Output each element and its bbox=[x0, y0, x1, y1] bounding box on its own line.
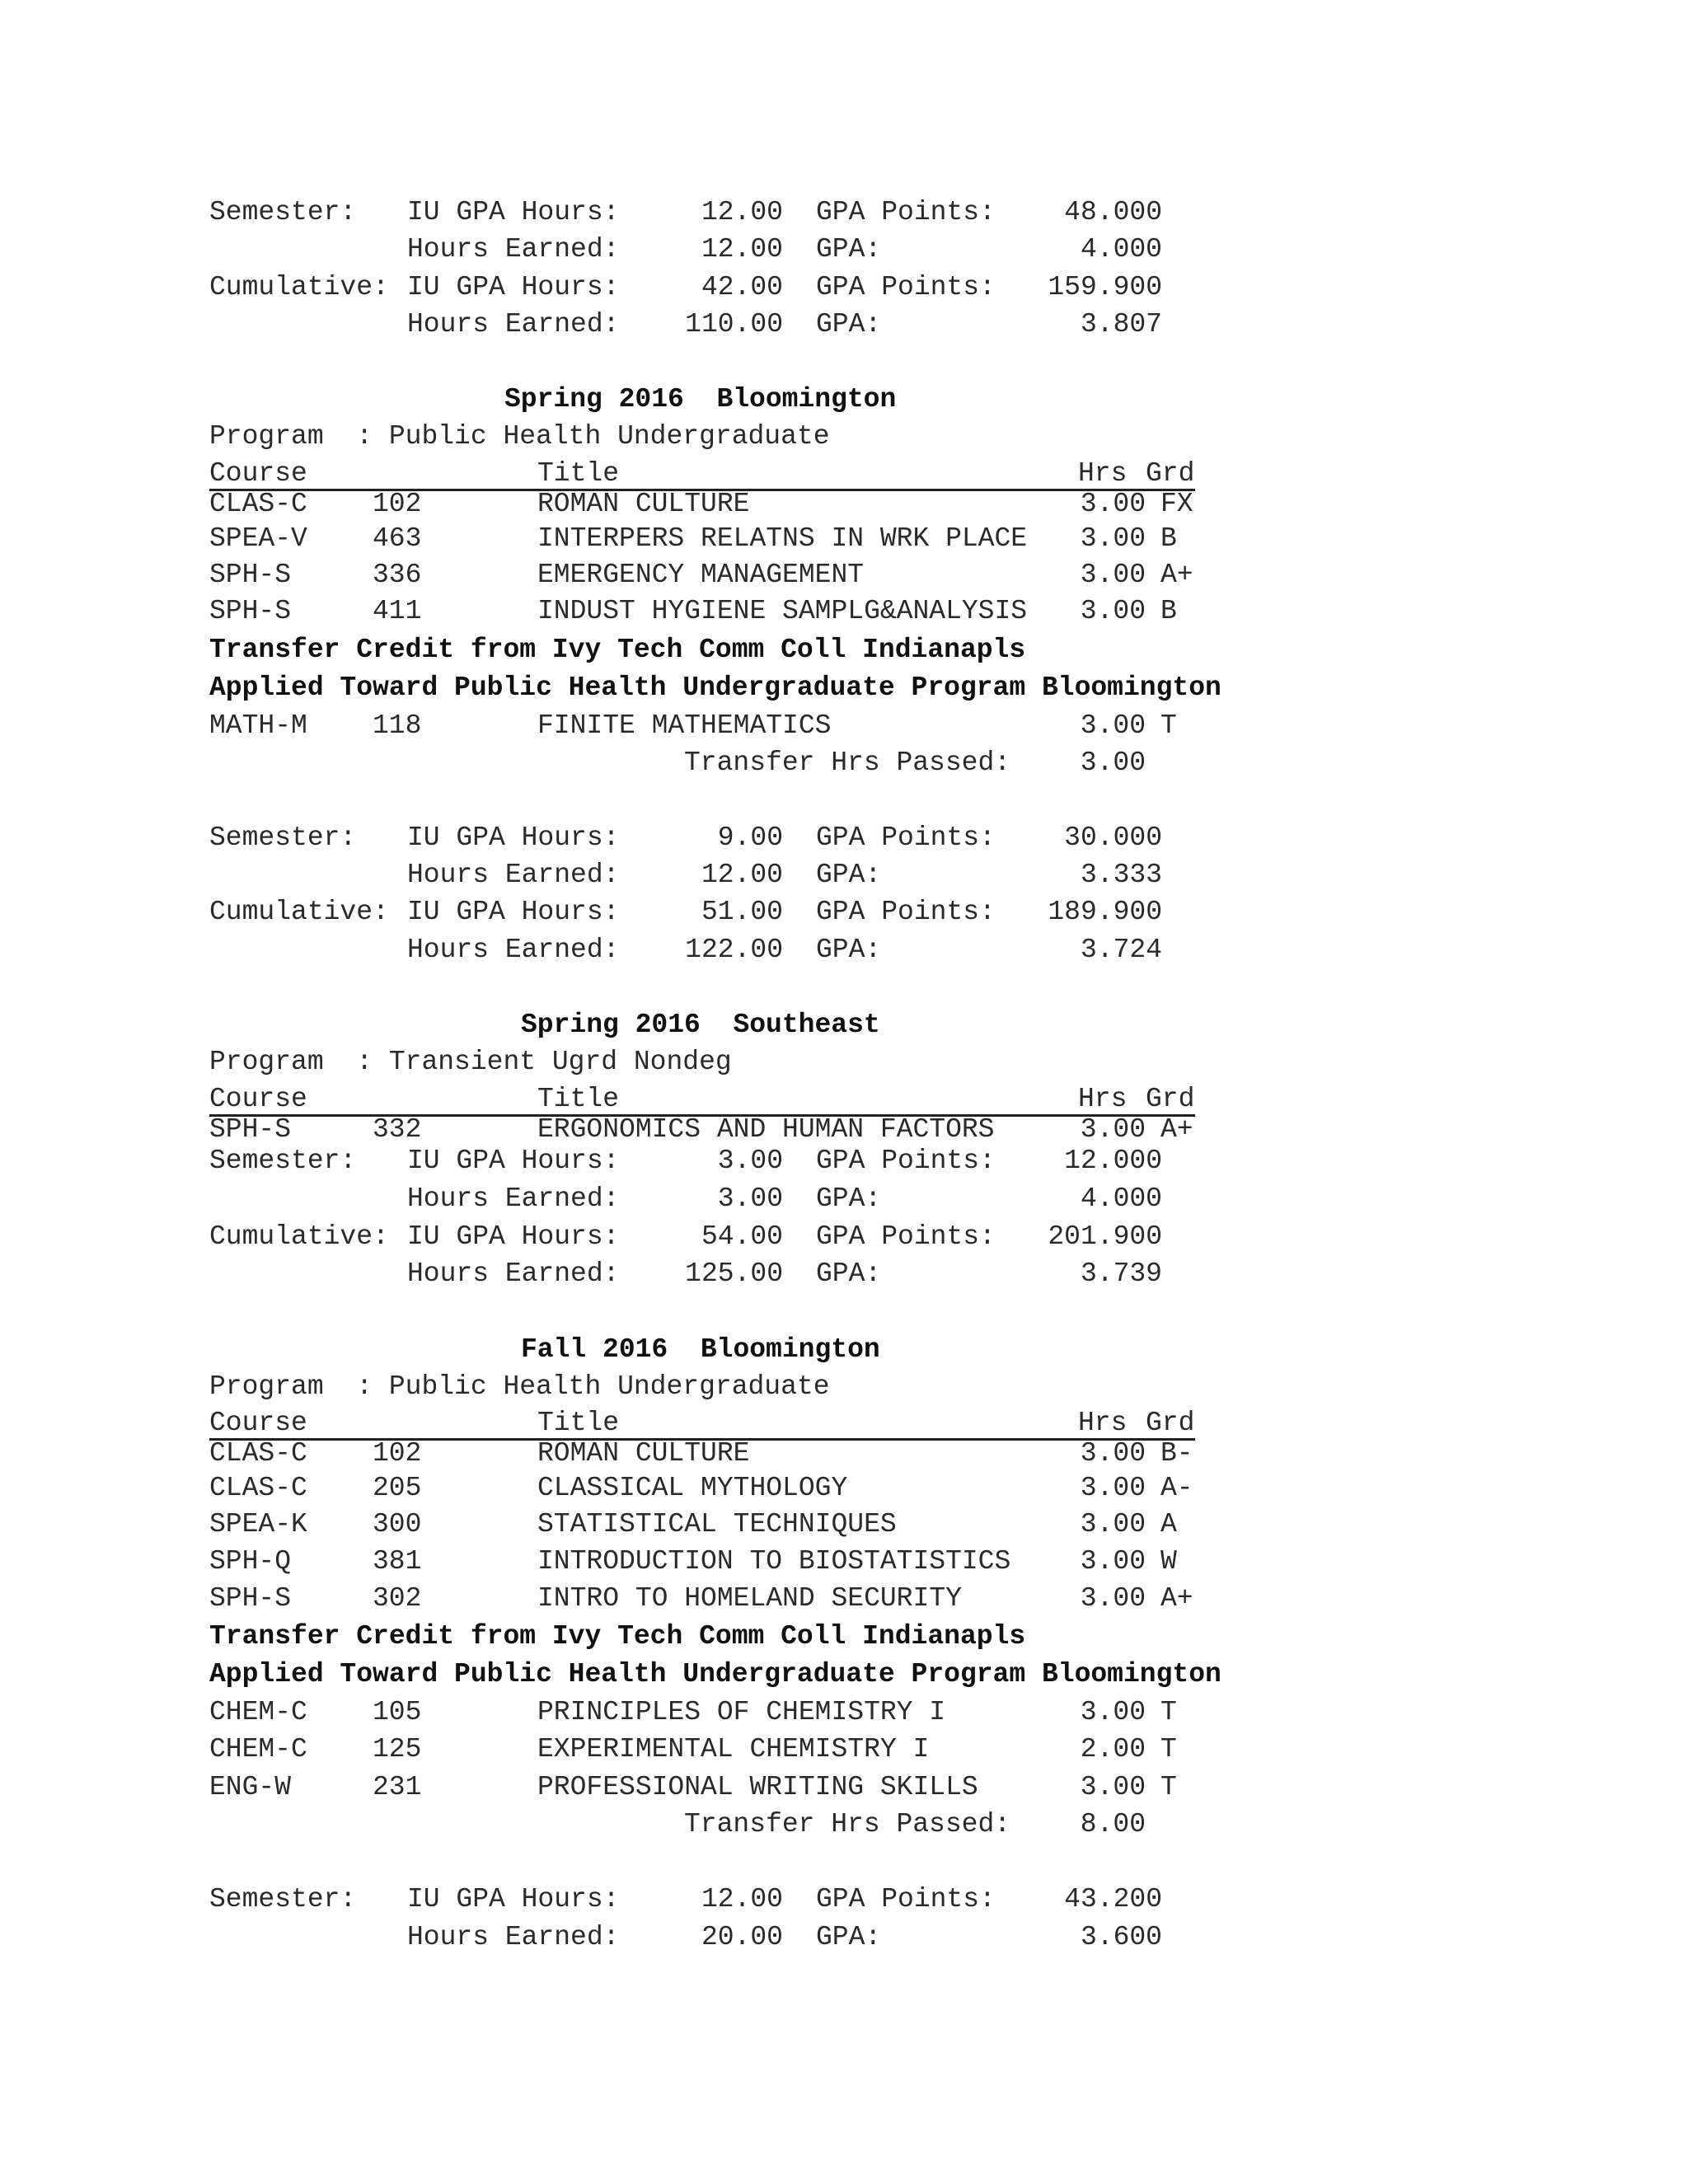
course-hrs: 3.00 bbox=[1080, 596, 1146, 626]
gpa-points-label: GPA Points: bbox=[816, 197, 996, 227]
transfer-applied-heading: Applied Toward Public Health Undergraduate Program Bloomington bbox=[209, 673, 1221, 703]
gpa-points-value: 12.000 bbox=[1064, 1146, 1162, 1176]
course-hrs: 3.00 bbox=[1080, 1546, 1146, 1577]
course-subject: CLAS-C bbox=[209, 1473, 307, 1503]
iu-gpa-hours-value: 54.00 bbox=[701, 1221, 783, 1252]
course-title: INDUST HYGIENE SAMPLG&ANALYSIS bbox=[537, 596, 1028, 626]
grd-col-header: Grd bbox=[1146, 1084, 1195, 1114]
iu-gpa-hours-value: 12.00 bbox=[701, 1884, 783, 1915]
semester-label: Semester: bbox=[209, 1884, 357, 1915]
course-number: 300 bbox=[373, 1509, 422, 1540]
transfer-hrs-passed-value: 3.00 bbox=[1080, 748, 1146, 778]
iu-gpa-hours-label: IU GPA Hours: bbox=[407, 197, 620, 227]
program-line: Program : Transient Ugrd Nondeg bbox=[209, 1047, 732, 1077]
gpa-label: GPA: bbox=[816, 309, 882, 340]
summary-row-semester bbox=[0, 820, 1319, 856]
gpa-points-label: GPA Points: bbox=[816, 1146, 996, 1176]
gpa-points-value: 30.000 bbox=[1064, 823, 1162, 853]
course-hrs: 3.00 bbox=[1080, 1509, 1146, 1540]
iu-gpa-hours-value: 9.00 bbox=[717, 823, 783, 853]
course-title: ROMAN CULTURE bbox=[537, 489, 750, 519]
course-hrs: 3.00 bbox=[1080, 523, 1146, 554]
semester-label: Semester: bbox=[209, 1146, 357, 1176]
course-row bbox=[0, 1581, 1319, 1617]
gpa-value: 3.333 bbox=[1080, 860, 1162, 890]
semester-label: Semester: bbox=[209, 823, 357, 853]
grd-col-header: Grd bbox=[1146, 458, 1195, 489]
hours-earned-label: Hours Earned: bbox=[407, 234, 620, 265]
course-col-header: Course bbox=[209, 1408, 307, 1438]
summary-row-hours bbox=[0, 857, 1319, 893]
gpa-label: GPA: bbox=[816, 234, 882, 265]
course-title: INTRODUCTION TO BIOSTATISTICS bbox=[537, 1546, 1011, 1577]
gpa-value: 3.724 bbox=[1080, 935, 1162, 965]
course-number: 102 bbox=[373, 489, 422, 519]
course-hrs: 2.00 bbox=[1080, 1734, 1146, 1765]
course-grade: A- bbox=[1160, 1473, 1193, 1503]
transfer-course-row bbox=[0, 1694, 1319, 1731]
course-hrs: 3.00 bbox=[1080, 1583, 1146, 1614]
transfer-hrs-passed-label: Transfer Hrs Passed: bbox=[684, 748, 1011, 778]
summary-row-hours bbox=[0, 232, 1319, 268]
term-heading: Spring 2016 Bloomington bbox=[504, 384, 897, 415]
cumulative-label: Cumulative: bbox=[209, 1221, 389, 1252]
course-grade: B- bbox=[1160, 1438, 1193, 1469]
course-title: INTERPERS RELATNS IN WRK PLACE bbox=[537, 523, 1028, 554]
course-number: 105 bbox=[373, 1697, 422, 1727]
semester-label: Semester: bbox=[209, 197, 357, 227]
transfer-hrs-passed-row bbox=[0, 1807, 1319, 1843]
gpa-value: 3.600 bbox=[1080, 1922, 1162, 1952]
iu-gpa-hours-value: 3.00 bbox=[717, 1146, 783, 1176]
course-subject: CLAS-C bbox=[209, 1438, 307, 1469]
course-row bbox=[0, 1470, 1319, 1507]
course-grade: A+ bbox=[1160, 1583, 1193, 1614]
course-title: CLASSICAL MYTHOLOGY bbox=[537, 1473, 848, 1503]
course-subject: SPEA-V bbox=[209, 523, 307, 554]
transfer-applied-heading: Applied Toward Public Health Undergraduate Program Bloomington bbox=[209, 1659, 1221, 1690]
transfer-course-row bbox=[0, 1769, 1319, 1806]
gpa-points-value: 43.200 bbox=[1064, 1884, 1162, 1915]
summary-row-hours bbox=[0, 1181, 1319, 1217]
hours-earned-label: Hours Earned: bbox=[407, 860, 620, 890]
course-grade: A+ bbox=[1160, 1114, 1193, 1145]
summary-row-semester bbox=[0, 1143, 1319, 1179]
program-line: Program : Public Health Undergraduate bbox=[209, 421, 830, 452]
title-col-header: Title bbox=[537, 1408, 620, 1438]
gpa-value: 4.000 bbox=[1080, 1183, 1162, 1214]
iu-gpa-hours-value: 51.00 bbox=[701, 897, 783, 927]
course-number: 231 bbox=[373, 1772, 422, 1802]
term-heading: Fall 2016 Bloomington bbox=[521, 1334, 880, 1365]
hours-earned-value: 3.00 bbox=[717, 1183, 783, 1214]
course-row bbox=[0, 1436, 1319, 1472]
iu-gpa-hours-value: 12.00 bbox=[701, 197, 783, 227]
hrs-col-header: Hrs bbox=[1078, 458, 1128, 489]
transfer-course-row bbox=[0, 1732, 1319, 1768]
iu-gpa-hours-label: IU GPA Hours: bbox=[407, 1221, 620, 1252]
course-hrs: 3.00 bbox=[1080, 1438, 1146, 1469]
transfer-hrs-passed-row bbox=[0, 745, 1319, 781]
gpa-points-label: GPA Points: bbox=[816, 897, 996, 927]
course-grade: T bbox=[1160, 1697, 1177, 1727]
title-col-header: Title bbox=[537, 1084, 620, 1114]
course-grade: T bbox=[1160, 1734, 1177, 1765]
course-number: 463 bbox=[373, 523, 422, 554]
course-row bbox=[0, 486, 1319, 523]
course-subject: CLAS-C bbox=[209, 489, 307, 519]
title-col-header: Title bbox=[537, 458, 620, 489]
course-title: EXPERIMENTAL CHEMISTRY I bbox=[537, 1734, 930, 1765]
course-col-header: Course bbox=[209, 458, 307, 489]
course-hrs: 3.00 bbox=[1080, 560, 1146, 590]
iu-gpa-hours-label: IU GPA Hours: bbox=[407, 1884, 620, 1915]
transfer-course-row bbox=[0, 708, 1319, 744]
course-subject: SPEA-K bbox=[209, 1509, 307, 1540]
course-subject: MATH-M bbox=[209, 710, 307, 741]
cumulative-label: Cumulative: bbox=[209, 272, 389, 302]
transfer-credit-heading: Transfer Credit from Ivy Tech Comm Coll Indianapls bbox=[209, 635, 1026, 665]
hours-earned-label: Hours Earned: bbox=[407, 1922, 620, 1952]
summary-row-semester bbox=[0, 1882, 1319, 1918]
gpa-points-label: GPA Points: bbox=[816, 823, 996, 853]
course-row bbox=[0, 1507, 1319, 1543]
gpa-label: GPA: bbox=[816, 1183, 882, 1214]
course-row bbox=[0, 593, 1319, 630]
course-number: 302 bbox=[373, 1583, 422, 1614]
course-col-header: Course bbox=[209, 1084, 307, 1114]
course-number: 381 bbox=[373, 1546, 422, 1577]
summary-row-hours bbox=[0, 932, 1319, 968]
course-subject: ENG-W bbox=[209, 1772, 292, 1802]
term-heading: Spring 2016 Southeast bbox=[521, 1010, 880, 1040]
course-title: INTRO TO HOMELAND SECURITY bbox=[537, 1583, 962, 1614]
iu-gpa-hours-label: IU GPA Hours: bbox=[407, 272, 620, 302]
summary-row-cumulative bbox=[0, 269, 1319, 306]
course-number: 118 bbox=[373, 710, 422, 741]
gpa-value: 4.000 bbox=[1080, 234, 1162, 265]
hours-earned-label: Hours Earned: bbox=[407, 1258, 620, 1289]
course-number: 102 bbox=[373, 1438, 422, 1469]
hours-earned-label: Hours Earned: bbox=[407, 309, 620, 340]
gpa-points-label: GPA Points: bbox=[816, 1884, 996, 1915]
grd-col-header: Grd bbox=[1146, 1408, 1195, 1438]
course-row bbox=[0, 521, 1319, 557]
gpa-label: GPA: bbox=[816, 1258, 882, 1289]
summary-row-cumulative bbox=[0, 894, 1319, 930]
cumulative-label: Cumulative: bbox=[209, 897, 389, 927]
iu-gpa-hours-label: IU GPA Hours: bbox=[407, 823, 620, 853]
course-subject: SPH-Q bbox=[209, 1546, 292, 1577]
gpa-points-value: 159.900 bbox=[1048, 272, 1162, 302]
gpa-label: GPA: bbox=[816, 935, 882, 965]
course-subject: SPH-S bbox=[209, 1583, 292, 1614]
gpa-points-label: GPA Points: bbox=[816, 1221, 996, 1252]
hours-earned-value: 122.00 bbox=[685, 935, 783, 965]
course-grade: B bbox=[1160, 596, 1177, 626]
gpa-value: 3.807 bbox=[1080, 309, 1162, 340]
hours-earned-value: 12.00 bbox=[701, 234, 783, 265]
course-number: 332 bbox=[373, 1114, 422, 1145]
gpa-points-value: 48.000 bbox=[1064, 197, 1162, 227]
course-hrs: 3.00 bbox=[1080, 489, 1146, 519]
summary-row-hours bbox=[0, 307, 1319, 343]
course-grade: A bbox=[1160, 1509, 1177, 1540]
course-number: 411 bbox=[373, 596, 422, 626]
iu-gpa-hours-value: 42.00 bbox=[701, 272, 783, 302]
hrs-col-header: Hrs bbox=[1078, 1408, 1128, 1438]
hours-earned-value: 125.00 bbox=[685, 1258, 783, 1289]
iu-gpa-hours-label: IU GPA Hours: bbox=[407, 897, 620, 927]
course-hrs: 3.00 bbox=[1080, 1697, 1146, 1727]
course-grade: B bbox=[1160, 523, 1177, 554]
course-subject: SPH-S bbox=[209, 596, 292, 626]
course-number: 125 bbox=[373, 1734, 422, 1765]
gpa-points-label: GPA Points: bbox=[816, 272, 996, 302]
course-subject: CHEM-C bbox=[209, 1734, 307, 1765]
course-title: PRINCIPLES OF CHEMISTRY I bbox=[537, 1697, 946, 1727]
summary-row-hours bbox=[0, 1256, 1319, 1292]
course-grade: T bbox=[1160, 710, 1177, 741]
hours-earned-value: 110.00 bbox=[685, 309, 783, 340]
transfer-hrs-passed-label: Transfer Hrs Passed: bbox=[684, 1809, 1011, 1840]
course-grade: W bbox=[1160, 1546, 1177, 1577]
gpa-label: GPA: bbox=[816, 1922, 882, 1952]
hrs-col-header: Hrs bbox=[1078, 1084, 1128, 1114]
course-grade: FX bbox=[1160, 489, 1193, 519]
course-title: STATISTICAL TECHNIQUES bbox=[537, 1509, 897, 1540]
hours-earned-value: 20.00 bbox=[701, 1922, 783, 1952]
course-hrs: 3.00 bbox=[1080, 1473, 1146, 1503]
course-title: ROMAN CULTURE bbox=[537, 1438, 750, 1469]
hours-earned-label: Hours Earned: bbox=[407, 935, 620, 965]
course-grade: A+ bbox=[1160, 560, 1193, 590]
gpa-points-value: 189.900 bbox=[1048, 897, 1162, 927]
course-row bbox=[0, 1544, 1319, 1580]
course-number: 205 bbox=[373, 1473, 422, 1503]
course-title: PROFESSIONAL WRITING SKILLS bbox=[537, 1772, 978, 1802]
summary-row-semester bbox=[0, 194, 1319, 231]
hours-earned-label: Hours Earned: bbox=[407, 1183, 620, 1214]
gpa-label: GPA: bbox=[816, 860, 882, 890]
course-hrs: 3.00 bbox=[1080, 1114, 1146, 1145]
transfer-hrs-passed-value: 8.00 bbox=[1080, 1809, 1146, 1840]
course-title: FINITE MATHEMATICS bbox=[537, 710, 832, 741]
program-line: Program : Public Health Undergraduate bbox=[209, 1371, 830, 1402]
course-number: 336 bbox=[373, 560, 422, 590]
gpa-points-value: 201.900 bbox=[1048, 1221, 1162, 1252]
course-subject: SPH-S bbox=[209, 1114, 292, 1145]
course-grade: T bbox=[1160, 1772, 1177, 1802]
course-title: ERGONOMICS AND HUMAN FACTORS bbox=[537, 1114, 995, 1145]
iu-gpa-hours-label: IU GPA Hours: bbox=[407, 1146, 620, 1176]
hours-earned-value: 12.00 bbox=[701, 860, 783, 890]
course-subject: SPH-S bbox=[209, 560, 292, 590]
transfer-credit-heading: Transfer Credit from Ivy Tech Comm Coll Indianapls bbox=[209, 1621, 1026, 1652]
summary-row-hours bbox=[0, 1919, 1319, 1956]
course-row bbox=[0, 557, 1319, 593]
course-subject: CHEM-C bbox=[209, 1697, 307, 1727]
course-hrs: 3.00 bbox=[1080, 710, 1146, 741]
course-title: EMERGENCY MANAGEMENT bbox=[537, 560, 865, 590]
summary-row-cumulative bbox=[0, 1219, 1319, 1255]
gpa-value: 3.739 bbox=[1080, 1258, 1162, 1289]
course-hrs: 3.00 bbox=[1080, 1772, 1146, 1802]
